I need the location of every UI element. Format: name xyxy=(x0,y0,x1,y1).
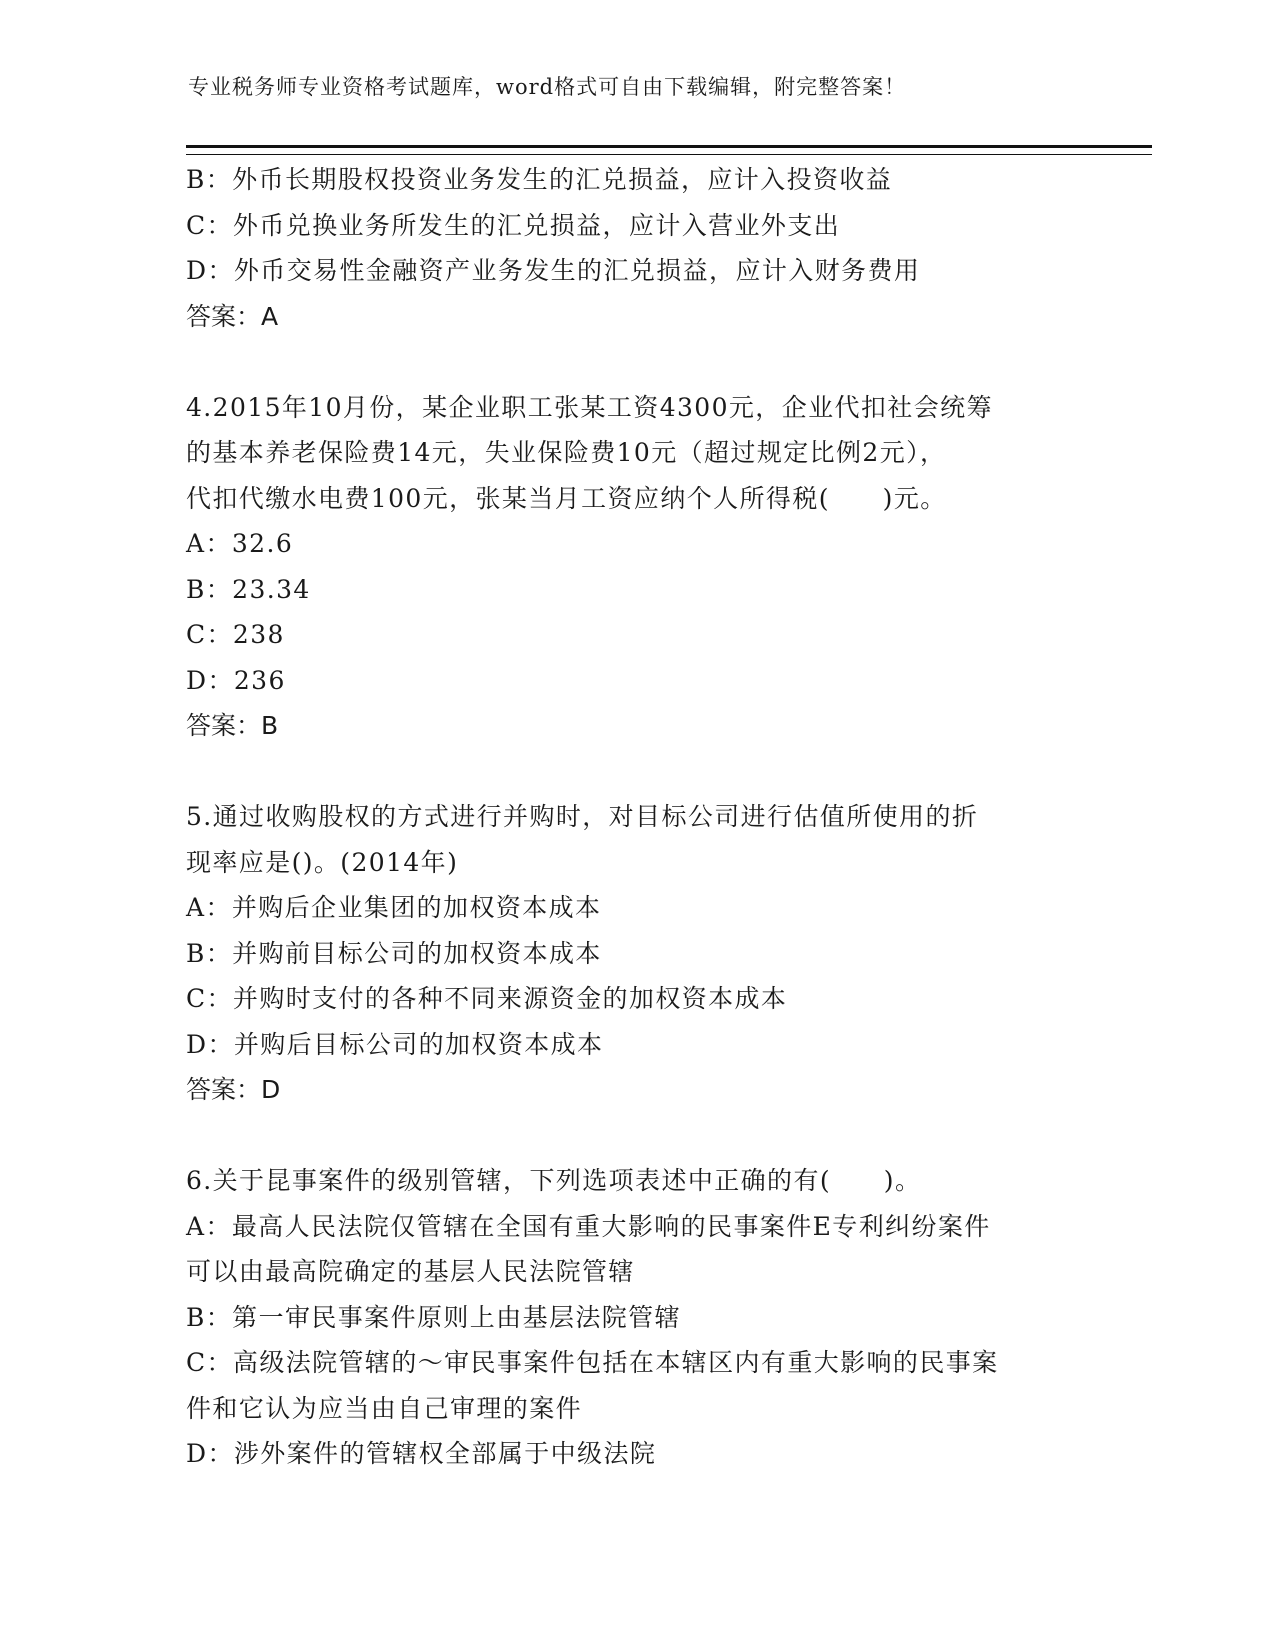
q5-answer: 答案：D xyxy=(186,1075,281,1104)
q6-option-a-line: 可以由最高院确定的基层人民法院管辖 xyxy=(186,1257,635,1286)
q4-stem-line: 4.2015年10月份，某企业职工张某工资4300元，企业代扣社会统筹 xyxy=(186,392,993,422)
q3-answer: 答案：A xyxy=(186,301,279,331)
q4-stem-line: 代扣代缴水电费100元，张某当月工资应纳个人所得税( )元。 xyxy=(186,483,947,513)
q3-option-c: C：外币兑换业务所发生的汇兑损益，应计入营业外支出 xyxy=(186,210,841,240)
page-header: 专业税务师专业资格考试题库，word格式可自由下载编辑，附完整答案！ xyxy=(188,75,907,99)
q5-option-a: A：并购后企业集团的加权资本成本 xyxy=(186,893,602,922)
q6-option-c-line: C：高级法院管辖的～审民事案件包括在本辖区内有重大影响的民事案 xyxy=(186,1348,999,1377)
q6-option-c-line: 件和它认为应当由自己审理的案件 xyxy=(186,1393,583,1423)
q4-option-c: C：238 xyxy=(186,620,285,649)
question-content xyxy=(186,157,1086,1477)
spacer xyxy=(186,339,1086,385)
spacer xyxy=(186,749,1086,795)
q5-stem-line: 现率应是()。(2014年) xyxy=(186,847,459,877)
q4-stem-line: 的基本养老保险费14元，失业保险费10元（超过规定比例2元）， xyxy=(186,438,947,467)
spacer xyxy=(186,1113,1086,1159)
q4-option-b: B：23.34 xyxy=(186,574,311,604)
q6-option-d: D：涉外案件的管辖权全部属于中级法院 xyxy=(186,1439,657,1468)
q4-answer: 答案：B xyxy=(186,711,279,740)
q4-option-d: D：236 xyxy=(186,665,286,695)
q4-option-a: A：32.6 xyxy=(186,529,294,558)
q6-option-a-line: A：最高人民法院仅管辖在全国有重大影响的民事案件E专利纠纷案件 xyxy=(186,1211,991,1241)
q6-option-b: B：第一审民事案件原则上由基层法院管辖 xyxy=(186,1302,681,1332)
q3-option-b: B：外币长期股权投资业务发生的汇兑损益，应计入投资收益 xyxy=(186,165,893,194)
header-rule xyxy=(186,145,1152,155)
q5-option-d: D：并购后目标公司的加权资本成本 xyxy=(186,1029,604,1059)
q5-option-b: B：并购前目标公司的加权资本成本 xyxy=(186,938,602,968)
q5-stem-line: 5.通过收购股权的方式进行并购时，对目标公司进行估值所使用的折 xyxy=(186,802,979,831)
q5-option-c: C：并购时支付的各种不同来源资金的加权资本成本 xyxy=(186,984,788,1013)
q3-option-d: D：外币交易性金融资产业务发生的汇兑损益，应计入财务费用 xyxy=(186,256,921,285)
q6-stem-line: 6.关于昆事案件的级别管辖，下列选项表述中正确的有( )。 xyxy=(186,1166,922,1195)
